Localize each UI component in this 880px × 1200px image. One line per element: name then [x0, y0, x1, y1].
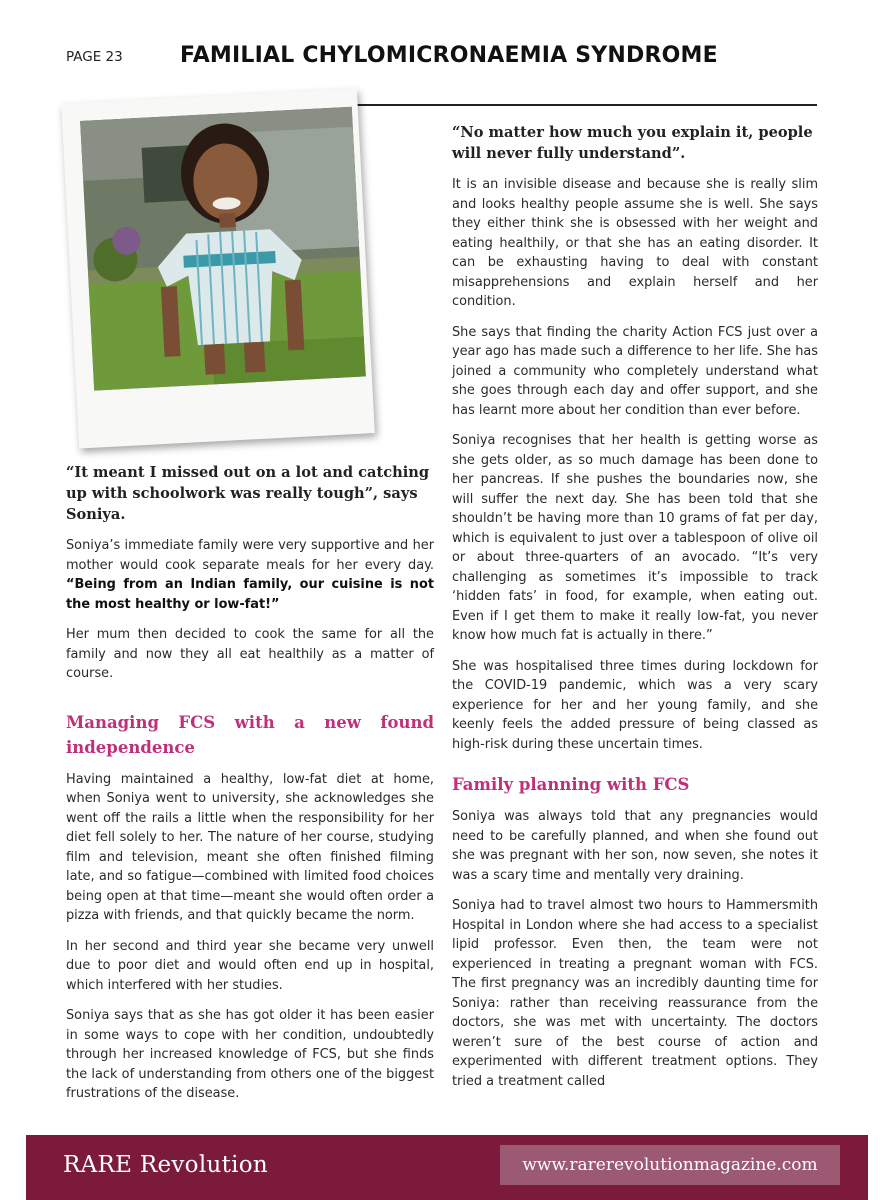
left-paragraph-4: In her second and third year she became very unwell due to poor diet and would often end up in hospital, which interfered with her studies. — [66, 938, 434, 993]
right-column — [452, 122, 818, 1102]
website-url[interactable]: www.rarerevolutionmagazine.com — [522, 1155, 818, 1175]
right-paragraph-2: She says that finding the charity Action FCS just over a year ago has made such a difference to her life. She has joined a community who completely understand what she goes through each day and offer support, and she has learnt more about her condition than ever before. — [452, 324, 818, 418]
right-paragraph-5: Soniya was always told that any pregnancies would need to be carefully planned, and when she found out she was pregnant with her son, now seven, she notes it was a scary time and mentally very draining. — [452, 809, 818, 883]
left-paragraph-2: Her mum then decided to cook the same for all the family and now they all eat healthily as a matter of course. — [66, 627, 434, 681]
left-paragraph-1-bold-quote: “Being from an Indian family, our cuisine is not the most healthy or low-fat!” — [66, 577, 434, 612]
header-rule — [352, 104, 817, 106]
left-paragraph-1-text: Soniya’s immediate family were very supportive and her mother would cook separate meals for her every day. — [66, 538, 434, 573]
website-link-box[interactable] — [500, 1145, 840, 1185]
right-paragraph-6: Soniya had to travel almost two hours to Hammersmith Hospital in London where she had access to a specialist lipid professor. Even then, the team were not experienced in treating a pregnant woman with FCS. The first pregnancy was an incredibly daunting time for Soniya: rather than receiving reassurance from the doctors, she was met with uncertainty. The doctors weren’t sure of the best course of action and experimented with different treatment options. They tried a treatment called — [452, 898, 818, 1089]
footer-bar — [26, 1135, 868, 1200]
brand-name: RARE Revolution — [63, 1152, 269, 1178]
left-column — [66, 462, 434, 1115]
right-paragraph-1: It is an invisible disease and because she is really slim and looks healthy people assume she is well. She says they either think she is obsessed with her weight and eating healthily, or that she has an eating disorder. It can be exhausting having to deal with constant misapprehensions and explain herself and her condition. — [452, 177, 818, 309]
polaroid-photo — [61, 88, 375, 448]
page-number: PAGE 23 — [66, 49, 123, 65]
left-paragraph-3: Having maintained a healthy, low-fat diet at home, when Soniya went to university, she acknowledges she went off the rails a little when the responsibility for her diet fell solely to her. The nature of her course, studying film and television, meant she often finished filming late, and so fatigue—combined with limited food choices being open at that time—meant she would often order a pizza with friends, and that quickly became the norm. — [66, 771, 434, 923]
section-heading-managing: Managing FCS with a new found independence — [66, 712, 434, 757]
child-photo-illustration — [80, 107, 366, 391]
left-pull-quote: “It meant I missed out on a lot and catching up with schoolwork was really tough”, says Soniya. — [66, 464, 430, 523]
page-title: FAMILIAL CHYLOMICRONAEMIA SYNDROME — [180, 43, 718, 68]
left-paragraph-5: Soniya says that as she has got older it has been easier in some ways to cope with her condition, undoubtedly through her increased knowledge of FCS, but she finds the lack of understanding from others one of the biggest frustrations of the disease. — [66, 1008, 434, 1101]
right-paragraph-3: Soniya recognises that her health is getting worse as she gets older, as so much damage has been done to her pancreas. If she pushes the boundaries now, she will suffer the next day. She has been told that she shouldn’t be having more than 10 grams of fat per day, which is equivalent to just over a tablespoon of olive oil or about three-quarters of an avocado. “It’s very challenging as sometimes it’s impossible to track ‘hidden fats’ in food, for example, when eating out. Even if I get them to make it really low-fat, you never know how much fat is actually in there.” — [452, 433, 818, 643]
child-photo-image — [80, 107, 366, 391]
right-pull-quote: “No matter how much you explain it, people will never fully understand”. — [452, 124, 813, 162]
left-paragraph-1 — [66, 536, 434, 614]
right-paragraph-4: She was hospitalised three times during lockdown for the COVID-19 pandemic, which was a very scary experience for her and her young family, and she keenly feels the added pressure of being classed as high-risk during these uncertain times. — [452, 658, 818, 752]
section-heading-family-planning: Family planning with FCS — [452, 775, 690, 794]
